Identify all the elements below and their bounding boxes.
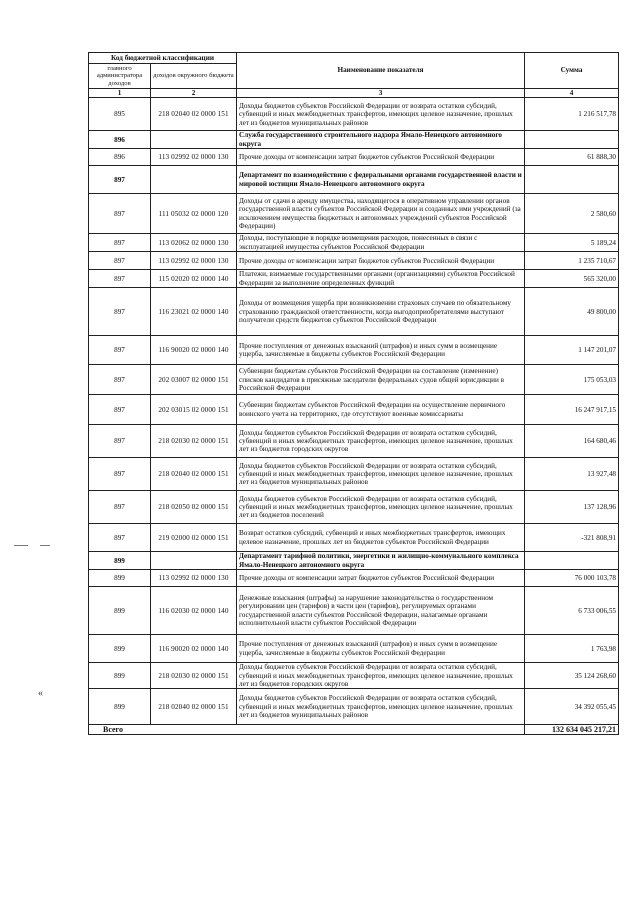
- sum-cell: 1 147 201,07: [525, 336, 619, 365]
- admin-code-cell: 899: [89, 587, 151, 635]
- revenue-code-cell: [151, 131, 237, 149]
- sum-cell: 5 189,24: [525, 234, 619, 252]
- sum-cell: 49 800,00: [525, 288, 619, 336]
- sum-cell: 16 247 917,15: [525, 395, 619, 425]
- sum-cell: 34 392 055,45: [525, 689, 619, 725]
- revenue-code-cell: [151, 166, 237, 194]
- total-sum: 132 634 045 217,21: [525, 725, 619, 735]
- department-row: [89, 131, 619, 149]
- table-row: [89, 336, 619, 365]
- admin-code-cell: 897: [89, 524, 151, 552]
- sum-cell: 164 680,46: [525, 425, 619, 458]
- column-number-1: 1: [89, 89, 151, 98]
- budget-document-page: [88, 52, 618, 735]
- margin-mark: «: [38, 688, 43, 699]
- column-number-2: 2: [151, 89, 237, 98]
- table-row: [89, 635, 619, 663]
- indicator-name-cell: Доходы бюджетов субъектов Российской Федерации от возврата остатков субсидий, субвенций и иных межбюджетных трансфертов, имеющих целевое назначение, прошлых лет из бюджетов поселений: [237, 491, 525, 524]
- sum-cell: 565 320,00: [525, 270, 619, 288]
- admin-code-cell: 897: [89, 458, 151, 491]
- table-row: [89, 395, 619, 425]
- sum-cell: 1 763,98: [525, 635, 619, 663]
- admin-code-cell: 897: [89, 194, 151, 234]
- indicator-name-cell: Служба государственного строительного надзора Ямало-Ненецкого автономного округа: [237, 131, 525, 149]
- indicator-name-cell: Возврат остатков субсидий, субвенций и иных межбюджетных трансфертов, имеющих целевое назначение, прошлых лет из бюджетов субъектов Российской Федерации: [237, 524, 525, 552]
- table-row: [89, 425, 619, 458]
- table-row: [89, 234, 619, 252]
- table-row: [89, 270, 619, 288]
- admin-code-cell: 897: [89, 166, 151, 194]
- table-row: [89, 365, 619, 395]
- sum-cell: 6 733 006,55: [525, 587, 619, 635]
- indicator-name-cell: Доходы бюджетов субъектов Российской Федерации от возврата остатков субсидий, субвенций и иных межбюджетных трансфертов, имеющих целевое назначение, прошлых лет из бюджетов муниципальных районов: [237, 98, 525, 131]
- revenue-code-cell: 218 02040 02 0000 151: [151, 458, 237, 491]
- revenue-code-cell: 219 02000 02 0000 151: [151, 524, 237, 552]
- table-body: [89, 98, 619, 725]
- admin-code-cell: 895: [89, 98, 151, 131]
- revenue-code-cell: 218 02030 02 0000 151: [151, 425, 237, 458]
- indicator-name-cell: Субвенции бюджетам субъектов Российской Федерации на осуществление первичного воинского учета на территориях, где отсутствуют военные комиссариаты: [237, 395, 525, 425]
- table-row: [89, 491, 619, 524]
- department-row: [89, 166, 619, 194]
- table-row: [89, 194, 619, 234]
- table-row: [89, 458, 619, 491]
- admin-code-cell: 899: [89, 663, 151, 689]
- indicator-name-header: Наименование показателя: [237, 53, 525, 89]
- revenue-code-cell: 218 02040 02 0000 151: [151, 689, 237, 725]
- indicator-name-cell: Доходы от сдачи в аренду имущества, находящегося в оперативном управлении органов государственной власти субъектов Российской Федерации и созданных ими учреждений (за исключением имущества бюджетных и автономных учреждений субъектов Российской Федерации): [237, 194, 525, 234]
- indicator-name-cell: Субвенции бюджетам субъектов Российской Федерации на составление (изменение) списков кандидатов в присяжные заседатели федеральных судов общей юрисдикции в Российской Федерации: [237, 365, 525, 395]
- revenue-code-cell: 116 90020 02 0000 140: [151, 336, 237, 365]
- margin-dash: [14, 545, 28, 546]
- total-row: [89, 725, 619, 735]
- indicator-name-cell: Прочие доходы от компенсации затрат бюджетов субъектов Российской Федерации: [237, 252, 525, 270]
- indicator-name-cell: Денежные взыскания (штрафы) за нарушение законодательства о государственном регулировании цен (тарифов) в части цен (тарифов), регулируемых органами государственной власти субъектов Российской Федерации, налагаемые органами исполнительной власти субъектов Российской Федерации: [237, 587, 525, 635]
- revenue-code-cell: 218 02050 02 0000 151: [151, 491, 237, 524]
- revenue-code-cell: 113 02992 02 0000 130: [151, 149, 237, 166]
- total-label: Всего: [89, 725, 525, 735]
- sum-cell: 2 580,60: [525, 194, 619, 234]
- revenue-code-cell: 116 02030 02 0000 140: [151, 587, 237, 635]
- table-row: [89, 587, 619, 635]
- admin-code-cell: 897: [89, 234, 151, 252]
- admin-code-cell: 899: [89, 689, 151, 725]
- column-number-3: 3: [237, 89, 525, 98]
- admin-code-cell: 896: [89, 131, 151, 149]
- revenue-code-cell: 115 02020 02 0000 140: [151, 270, 237, 288]
- sum-cell: -321 808,91: [525, 524, 619, 552]
- revenue-code-cell: 218 02030 02 0000 151: [151, 663, 237, 689]
- indicator-name-cell: Доходы бюджетов субъектов Российской Федерации от возврата остатков субсидий, субвенций и иных межбюджетных трансфертов, имеющих целевое назначение, прошлых лет из бюджетов муниципальных районов: [237, 458, 525, 491]
- indicator-name-cell: Платежи, взимаемые государственными органами (организациями) субъектов Российской Федерации за выполнение определенных функций: [237, 270, 525, 288]
- admin-code-cell: 897: [89, 365, 151, 395]
- indicator-name-cell: Доходы бюджетов субъектов Российской Федерации от возврата остатков субсидий, субвенций и иных межбюджетных трансфертов, имеющих целевое назначение, прошлых лет из бюджетов муниципальных районов: [237, 689, 525, 725]
- admin-code-cell: 896: [89, 149, 151, 166]
- revenue-code-cell: 113 02992 02 0000 130: [151, 570, 237, 587]
- indicator-name-cell: Доходы бюджетов субъектов Российской Федерации от возврата остатков субсидий, субвенций и иных межбюджетных трансфертов, имеющих целевое назначение, прошлых лет из бюджетов городских округов: [237, 663, 525, 689]
- indicator-name-cell: Доходы бюджетов субъектов Российской Федерации от возврата остатков субсидий, субвенций и иных межбюджетных трансфертов, имеющих целевое назначение, прошлых лет из бюджетов городских округов: [237, 425, 525, 458]
- admin-code-cell: 897: [89, 270, 151, 288]
- admin-code-cell: 899: [89, 570, 151, 587]
- admin-code-cell: 897: [89, 425, 151, 458]
- revenue-code-cell: 202 03015 02 0000 151: [151, 395, 237, 425]
- indicator-name-cell: Доходы от возмещения ущерба при возникновении страховых случаев по обязательному страхованию гражданской ответственности, когда выгодоприобретателями выступают получатели средств бюджетов субъектов Российской Федерации: [237, 288, 525, 336]
- sum-cell: 61 888,30: [525, 149, 619, 166]
- indicator-name-cell: Прочие поступления от денежных взысканий (штрафов) и иных сумм в возмещение ущерба, зачисляемые в бюджеты субъектов Российской Федерации: [237, 336, 525, 365]
- sum-cell: 137 128,96: [525, 491, 619, 524]
- department-row: [89, 552, 619, 570]
- budget-revenue-table: [88, 52, 619, 735]
- sum-cell: 35 124 268,60: [525, 663, 619, 689]
- indicator-name-cell: Департамент тарифной политики, энергетики и жилищно-коммунального комплекса Ямало-Ненецкого автономного округа: [237, 552, 525, 570]
- revenue-code-cell: 116 23021 02 0000 140: [151, 288, 237, 336]
- table-row: [89, 524, 619, 552]
- sum-cell: 1 216 517,78: [525, 98, 619, 131]
- revenue-code-cell: 202 03007 02 0000 151: [151, 365, 237, 395]
- indicator-name-cell: Департамент по взаимодействию с федеральными органами государственной власти и мировой юстиции Ямало-Ненецкого автономного округа: [237, 166, 525, 194]
- admin-code-cell: 897: [89, 395, 151, 425]
- table-row: [89, 149, 619, 166]
- indicator-name-cell: Прочие поступления от денежных взысканий (штрафов) и иных сумм в возмещение ущерба, зачисляемые в бюджеты субъектов Российской Федерации: [237, 635, 525, 663]
- sum-cell: 76 000 103,78: [525, 570, 619, 587]
- admin-code-cell: 897: [89, 252, 151, 270]
- table-row: [89, 689, 619, 725]
- table-row: [89, 252, 619, 270]
- sum-cell: [525, 166, 619, 194]
- revenue-code-cell: 218 02040 02 0000 151: [151, 98, 237, 131]
- admin-code-cell: 897: [89, 288, 151, 336]
- admin-code-cell: 897: [89, 491, 151, 524]
- regional-budget-revenue-header: доходов окружного бюджета: [151, 64, 237, 89]
- admin-code-cell: 899: [89, 552, 151, 570]
- sum-header: Сумма: [525, 53, 619, 89]
- indicator-name-cell: Прочие доходы от компенсации затрат бюджетов субъектов Российской Федерации: [237, 149, 525, 166]
- table-row: [89, 663, 619, 689]
- admin-code-cell: 899: [89, 635, 151, 663]
- margin-dash: [40, 545, 50, 546]
- revenue-code-cell: 111 05032 02 0000 120: [151, 194, 237, 234]
- revenue-code-cell: [151, 552, 237, 570]
- budget-classification-header: Код бюджетной классификации: [89, 53, 237, 64]
- table-row: [89, 98, 619, 131]
- revenue-code-cell: 116 90020 02 0000 140: [151, 635, 237, 663]
- table-row: [89, 570, 619, 587]
- sum-cell: [525, 131, 619, 149]
- sum-cell: 13 927,48: [525, 458, 619, 491]
- revenue-code-cell: 113 02992 02 0000 130: [151, 252, 237, 270]
- sum-cell: [525, 552, 619, 570]
- admin-code-cell: 897: [89, 336, 151, 365]
- sum-cell: 175 053,03: [525, 365, 619, 395]
- table-row: [89, 288, 619, 336]
- chief-administrator-header: главного администратора доходов: [89, 64, 151, 89]
- indicator-name-cell: Доходы, поступающие в порядке возмещения расходов, понесенных в связи с эксплуатацией имущества субъектов Российской Федерации: [237, 234, 525, 252]
- column-number-4: 4: [525, 89, 619, 98]
- revenue-code-cell: 113 02062 02 0000 130: [151, 234, 237, 252]
- indicator-name-cell: Прочие доходы от компенсации затрат бюджетов субъектов Российской Федерации: [237, 570, 525, 587]
- sum-cell: 1 235 710,67: [525, 252, 619, 270]
